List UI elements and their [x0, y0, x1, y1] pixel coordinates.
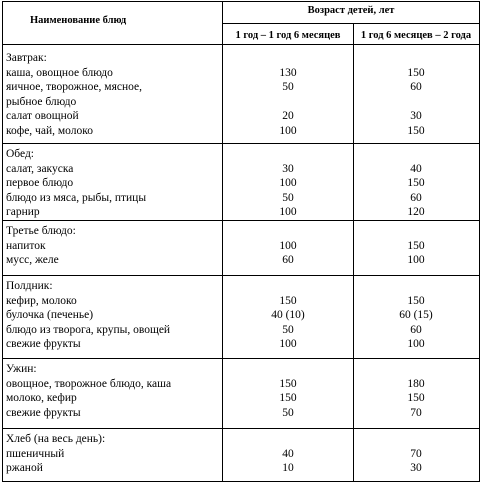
value-age-1: 10 — [282, 462, 294, 474]
value-age-2: 150 — [407, 239, 425, 252]
value-age-1: 50 — [282, 323, 294, 336]
value-age-1: 100 — [279, 124, 297, 137]
value-age-1: 50 — [282, 81, 294, 93]
value-age-1: 40 (10) — [271, 309, 305, 321]
value-age-2: 70 — [410, 447, 422, 460]
header-age: Возраст детей, лет — [307, 5, 395, 16]
dish-name: свежие фрукты — [6, 338, 81, 350]
value-age-1: 30 — [282, 162, 294, 175]
value-age-1: 50 — [282, 191, 294, 204]
value-age-2: 60 — [410, 81, 422, 93]
section-separator — [2, 428, 480, 429]
value-age-1: 100 — [279, 206, 297, 218]
value-age-2: 150 — [407, 124, 425, 137]
value-age-1: 130 — [279, 66, 297, 79]
section-separator — [2, 275, 480, 276]
value-age-2: 100 — [407, 338, 425, 350]
section-title: Завтрак: — [6, 52, 47, 64]
value-age-1: 50 — [282, 406, 294, 419]
header-age-group-2: 1 год 6 месяцев – 2 года — [360, 30, 472, 41]
dish-name: яичное, творожное, мясное, — [6, 81, 143, 93]
dish-name: овощное, творожное блюдо, каша — [6, 377, 172, 390]
header-age-group-1: 1 год – 1 год 6 месяцев — [235, 30, 341, 41]
dish-name: блюдо из творога, крупы, овощей — [6, 323, 171, 336]
section-separator — [2, 143, 480, 144]
value-age-2: 30 — [410, 110, 422, 122]
value-age-1: 150 — [279, 377, 297, 390]
value-age-1: 40 — [282, 447, 294, 460]
dish-name: блюдо из мяса, рыбы, птицы — [6, 191, 147, 204]
value-age-2: 150 — [407, 392, 425, 404]
section-title: Хлеб (на весь день): — [6, 433, 106, 445]
dish-name: рыбное блюдо — [6, 95, 77, 108]
dish-name: гарнир — [6, 206, 40, 218]
value-age-2: 180 — [407, 377, 425, 390]
value-age-1: 100 — [279, 338, 297, 350]
value-age-2: 40 — [410, 162, 422, 175]
value-age-2: 120 — [407, 206, 425, 218]
dish-name: булочка (печенье) — [6, 309, 94, 321]
header-dish-name: Наименование блюд — [30, 15, 127, 26]
dish-name: молоко, кефир — [6, 392, 77, 404]
dish-name: свежие фрукты — [6, 406, 81, 419]
dish-name: напиток — [6, 239, 46, 252]
value-age-2: 150 — [407, 294, 425, 307]
dish-name: салат овощной — [6, 110, 79, 122]
value-age-2: 60 — [410, 323, 422, 336]
value-age-2: 60 — [410, 191, 422, 204]
section-title: Ужин: — [6, 363, 37, 375]
header-subline — [222, 23, 480, 24]
value-age-1: 60 — [282, 254, 294, 266]
section-title: Обед: — [6, 148, 35, 160]
dish-name: каша, овощное блюдо — [6, 66, 113, 79]
header-bottom-line — [2, 44, 480, 45]
value-age-1: 150 — [279, 294, 297, 307]
value-age-2: 30 — [410, 462, 422, 474]
section-separator — [2, 358, 480, 359]
dish-name: пшеничный — [6, 447, 65, 460]
dish-name: мусс, желе — [6, 254, 59, 266]
value-age-2: 70 — [410, 406, 422, 419]
value-age-1: 100 — [279, 177, 297, 189]
dish-name: кофе, чай, молоко — [6, 124, 93, 137]
value-age-1: 100 — [279, 239, 297, 252]
value-age-1: 20 — [282, 110, 294, 122]
dish-name: салат, закуска — [6, 162, 74, 175]
dish-name: ржаной — [6, 462, 43, 474]
section-title: Третье блюдо: — [6, 225, 76, 237]
value-age-2: 100 — [407, 254, 425, 266]
section-separator — [2, 220, 480, 221]
dish-name: первое блюдо — [6, 177, 74, 189]
section-title: Полдник: — [6, 280, 53, 292]
value-age-2: 150 — [407, 66, 425, 79]
value-age-2: 150 — [407, 177, 425, 189]
dish-name: кефир, молоко — [6, 294, 77, 307]
value-age-1: 150 — [279, 392, 297, 404]
value-age-2: 60 (15) — [399, 309, 433, 321]
